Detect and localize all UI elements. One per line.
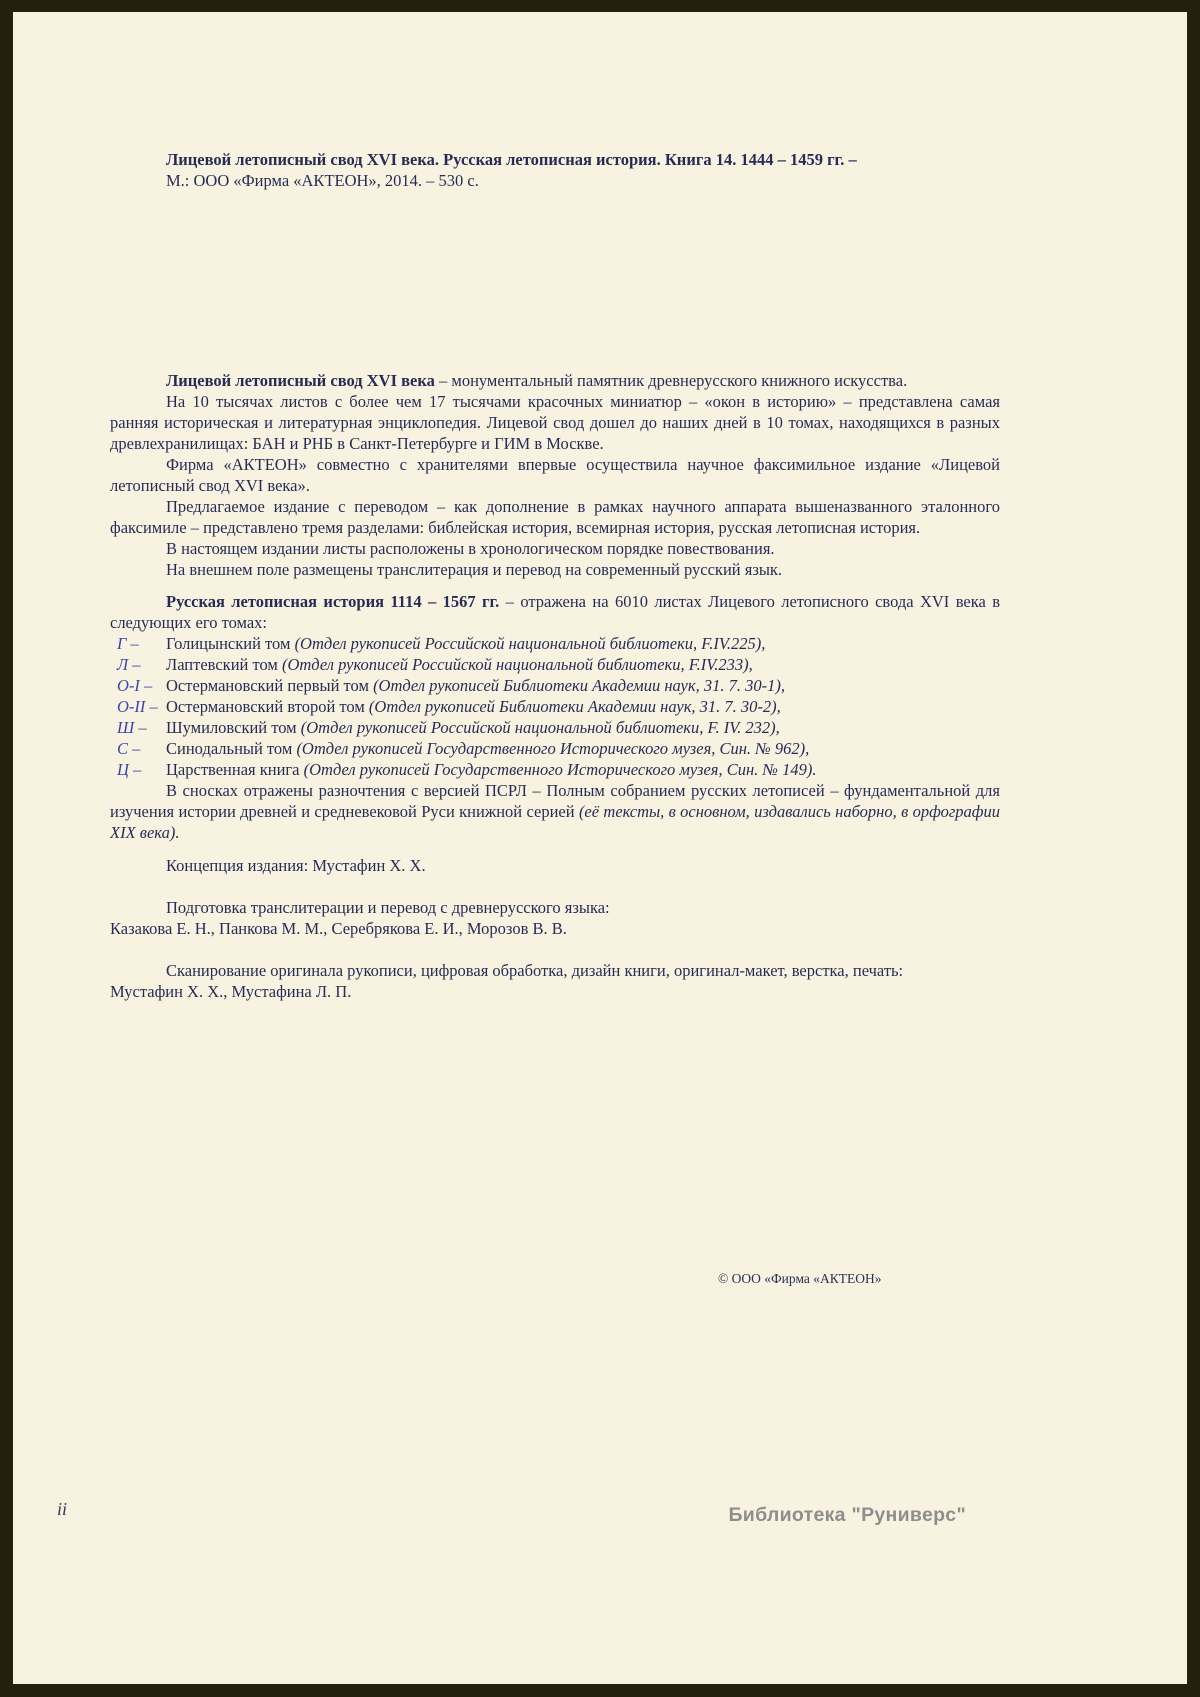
tomes-intro-bold: Русская летописная история 1114 – 1567 гг. bbox=[166, 592, 500, 611]
tome-letter: Ш – bbox=[117, 718, 147, 737]
tome-name: Шумиловский том bbox=[166, 718, 297, 737]
tome-name: Царственная книга bbox=[166, 760, 300, 779]
tomes-intro-rest: – отражена на 6010 листах Лицевого летописного свода XVI века в следующих его томах: bbox=[110, 592, 1000, 632]
tome-name: Синодальный том bbox=[166, 739, 293, 758]
psrl-footnote-italic: (её тексты, в основном, издавались наборно, в орфографии XIX века). bbox=[110, 802, 1001, 842]
book-page bbox=[13, 12, 1187, 1684]
description-paragraph: На 10 тысячах листов с более чем 17 тысячами красочных миниатюр – «окон в историю» – представлена самая ранняя историческая и литературная энциклопедия. Лицевой свод дошел до наших дней в 10 томах, находящихся в разных древлехранилищах: БАН и РНБ в Санкт-Петербурге и ГИМ в Москве. bbox=[110, 392, 1000, 453]
biblio-title: Лицевой летописный свод XVI века. Русская летописная история. Книга 14. 1444 – 1459 гг. – bbox=[166, 150, 857, 169]
tome-letter: Л – bbox=[117, 655, 141, 674]
tome-name: Остермановский первый том bbox=[166, 676, 369, 695]
credit-transliteration-names: Казакова Е. Н., Панкова М. М., Серебрякова Е. И., Морозов В. В. bbox=[110, 919, 567, 938]
tome-name: Остермановский второй том bbox=[166, 697, 365, 716]
tome-name: Голицынский том bbox=[166, 634, 291, 653]
tome-list-item bbox=[110, 717, 1000, 738]
credit-transliteration-title: Подготовка транслитерации и перевод с древнерусского языка: bbox=[166, 898, 610, 917]
psrl-footnote bbox=[110, 780, 1000, 843]
tome-archive-reference: (Отдел рукописей Российской национальной библиотеки, F.IV.233), bbox=[281, 655, 753, 674]
biblio-imprint: М.: ООО «Фирма «АКТЕОН», 2014. – 530 с. bbox=[166, 171, 479, 190]
copyright-notice: © ООО «Фирма «АКТЕОН» bbox=[718, 1271, 882, 1286]
psrl-footnote-main: В сносках отражены разночтения с версией ПСРЛ – Полным собранием русских летописей – фундаментальной для изучения истории древней и средневековой Руси книжной серией bbox=[110, 781, 1000, 821]
library-watermark: Библиотека "Руниверс" bbox=[728, 1504, 966, 1526]
description-paragraph: Предлагаемое издание с переводом – как дополнение в рамках научного аппарата вышеназванного эталонного факсимиле – представлено тремя разделами: библейская история, всемирная история, русская летописная история. bbox=[110, 497, 1000, 537]
tome-letter: О-II – bbox=[117, 697, 158, 716]
tome-letter: С – bbox=[117, 739, 141, 758]
credit-concept: Концепция издания: Мустафин Х. Х. bbox=[166, 856, 426, 875]
tome-name: Лаптевский том bbox=[166, 655, 278, 674]
description-paragraph: В настоящем издании листы расположены в хронологическом порядке повествования. bbox=[166, 539, 775, 558]
tome-archive-reference: (Отдел рукописей Библиотеки Академии наук, 31. 7. 30-2), bbox=[368, 697, 781, 716]
tome-archive-reference: (Отдел рукописей Государственного Исторического музея, Син. № 149). bbox=[303, 760, 817, 779]
credit-scanning-names: Мустафин Х. Х., Мустафина Л. П. bbox=[110, 982, 352, 1001]
tome-list-item bbox=[110, 675, 1000, 696]
tomes-intro bbox=[110, 591, 1000, 633]
tome-letter: Ц – bbox=[117, 760, 142, 779]
tome-letter: Г – bbox=[117, 634, 139, 653]
page-content bbox=[13, 12, 1187, 1002]
description-block bbox=[110, 370, 1000, 580]
description-lead-bold: Лицевой летописный свод XVI века bbox=[166, 371, 435, 390]
tome-archive-reference: (Отдел рукописей Библиотеки Академии наук, 31. 7. 30-1), bbox=[373, 676, 785, 695]
tome-archive-reference: (Отдел рукописей Государственного Исторического музея, Син. № 962), bbox=[296, 739, 810, 758]
tomes-section bbox=[110, 591, 1000, 843]
description-paragraph: Фирма «АКТЕОН» совместно с хранителями впервые осуществила научное факсимильное издание «Лицевой летописный свод XVI века». bbox=[110, 455, 1000, 495]
page-number: ii bbox=[57, 1499, 68, 1519]
credit-scanning-title: Сканирование оригинала рукописи, цифровая обработка, дизайн книги, оригинал-макет, верстка, печать: bbox=[166, 961, 904, 980]
description-lead-rest: – монументальный памятник древнерусского книжного искусства. bbox=[434, 371, 908, 390]
tome-letter: О-I – bbox=[117, 676, 153, 695]
bibliographic-record bbox=[166, 149, 1000, 191]
description-paragraph: На внешнем поле размещены транслитерация и перевод на современный русский язык. bbox=[166, 560, 783, 579]
tome-list-item bbox=[110, 759, 1000, 780]
tome-list-item bbox=[110, 654, 1000, 675]
tome-archive-reference: (Отдел рукописей Российской национальной библиотеки, F.IV.225), bbox=[294, 634, 766, 653]
tome-list-item bbox=[110, 696, 1000, 717]
description-paragraph bbox=[110, 370, 1000, 391]
tome-list-item bbox=[110, 633, 1000, 654]
tome-archive-reference: (Отдел рукописей Российской национальной библиотеки, F. IV. 232), bbox=[300, 718, 780, 737]
tome-list-item bbox=[110, 738, 1000, 759]
